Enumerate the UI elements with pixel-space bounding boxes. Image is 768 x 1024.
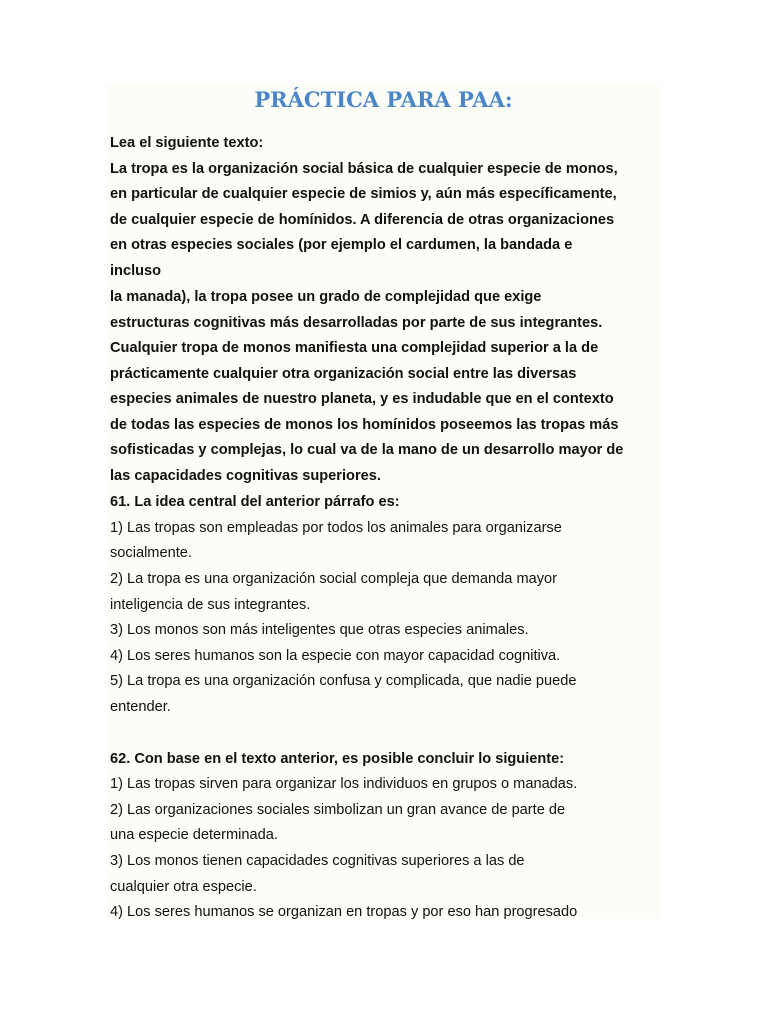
- page-title: PRÁCTICA PARA PAA:: [254, 87, 513, 112]
- q61-option-line: 1) Las tropas son empleadas por todos los animales para organizarse: [110, 520, 562, 536]
- q62-option-line: una especie determinada.: [110, 827, 278, 843]
- q61-option-line: 3) Los monos son más inteligentes que otras especies animales.: [110, 622, 529, 638]
- q62-option-line: 3) Los monos tienen capacidades cognitivas superiores a las de: [110, 853, 525, 869]
- q61-option-line: 5) La tropa es una organización confusa y complicada, que nadie puede: [110, 673, 577, 689]
- q62-option-line: cualquier otra especie.: [110, 879, 257, 895]
- passage-line: de cualquier especie de homínidos. A diferencia de otras organizaciones: [110, 212, 615, 228]
- passage-line: La tropa es la organización social básica de cualquier especie de monos,: [110, 161, 618, 177]
- passage-line: de todas las especies de monos los homínidos poseemos las tropas más: [110, 417, 619, 433]
- q61-option-line: socialmente.: [110, 545, 192, 561]
- passage-line: prácticamente cualquier otra organización social entre las diversas: [110, 366, 577, 382]
- passage-line: incluso: [110, 263, 162, 279]
- q62-option-line: 1) Las tropas sirven para organizar los individuos en grupos o manadas.: [110, 776, 578, 792]
- q61-option-line: entender.: [110, 699, 171, 715]
- q61-option-line: 4) Los seres humanos son la especie con mayor capacidad cognitiva.: [110, 648, 561, 664]
- passage-line: estructuras cognitivas más desarrolladas por parte de sus integrantes.: [110, 315, 603, 331]
- passage-line: sofisticadas y complejas, lo cual va de la mano de un desarrollo mayor de: [110, 442, 624, 458]
- question-61: 61. La idea central del anterior párrafo es:: [110, 494, 400, 510]
- passage-line: la manada), la tropa posee un grado de complejidad que exige: [110, 289, 542, 305]
- passage-line: en otras especies sociales (por ejemplo el cardumen, la bandada e: [110, 237, 573, 253]
- q61-option-line: 2) La tropa es una organización social compleja que demanda mayor: [110, 571, 557, 587]
- q61-option-line: inteligencia de sus integrantes.: [110, 597, 311, 613]
- passage-line: las capacidades cognitivas superiores.: [110, 468, 381, 484]
- document-content: [107, 84, 660, 919]
- q62-option-line: 2) Las organizaciones sociales simbolizan un gran avance de parte de: [110, 802, 566, 818]
- passage-line: Cualquier tropa de monos manifiesta una complejidad superior a la de: [110, 340, 599, 356]
- passage-line: en particular de cualquier especie de simios y, aún más específicamente,: [110, 186, 617, 202]
- intro-text: Lea el siguiente texto:: [110, 135, 264, 151]
- passage-line: especies animales de nuestro planeta, y es indudable que en el contexto: [110, 391, 614, 407]
- question-62: 62. Con base en el texto anterior, es posible concluir lo siguiente:: [110, 751, 565, 767]
- q62-option-line: 4) Los seres humanos se organizan en tropas y por eso han progresado: [110, 904, 578, 920]
